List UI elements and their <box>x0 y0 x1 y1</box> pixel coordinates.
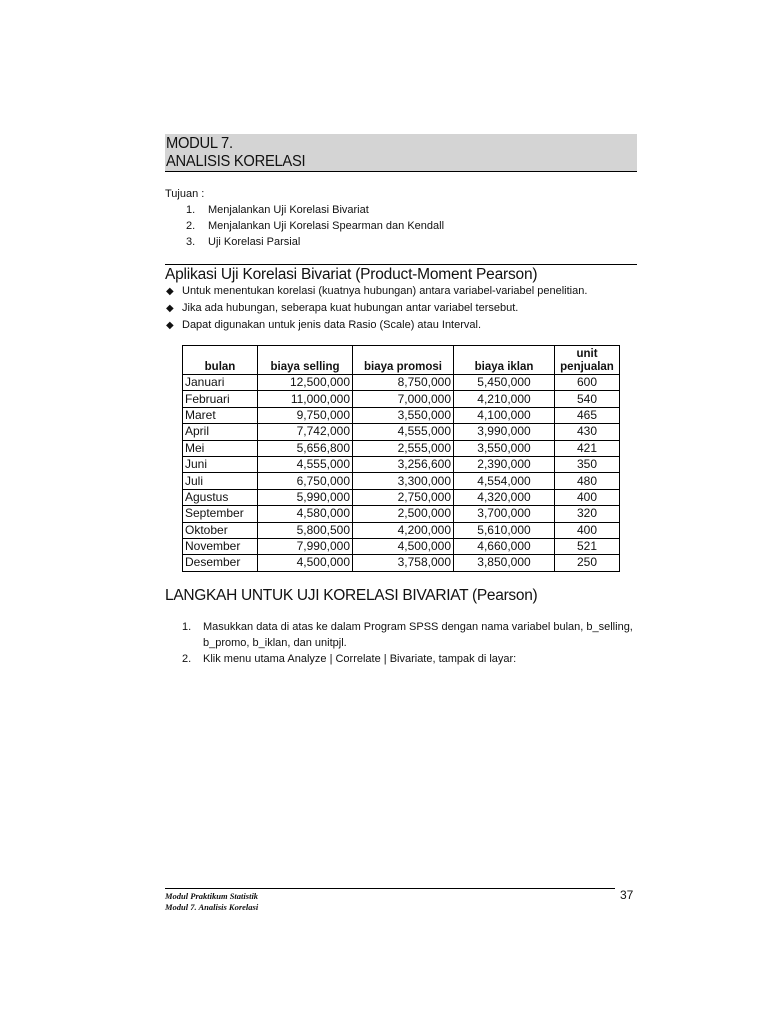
table-cell: 480 <box>555 473 620 489</box>
objective-text: Uji Korelasi Parsial <box>208 236 301 248</box>
header-bulan: bulan <box>183 346 258 375</box>
table-cell: 3,256,600 <box>353 456 454 472</box>
table-cell: 2,390,000 <box>454 456 555 472</box>
table-row <box>183 506 620 522</box>
step-text: Klik menu utama Analyze | Correlate | Bivariate, tampak di layar: <box>203 653 517 665</box>
table-body <box>183 375 620 572</box>
table-cell: 4,554,000 <box>454 473 555 489</box>
step-item <box>182 619 642 651</box>
table-cell: Juli <box>183 473 258 489</box>
table-cell: 4,500,000 <box>353 538 454 554</box>
objectives <box>165 186 444 250</box>
footer <box>165 891 258 913</box>
step-item <box>182 651 642 667</box>
table-cell: 9,750,000 <box>258 407 353 423</box>
table-cell: 400 <box>555 522 620 538</box>
table-cell: 12,500,000 <box>258 375 353 391</box>
table-cell: 3,550,000 <box>454 440 555 456</box>
table-header-row <box>183 346 620 375</box>
bullet-text: Dapat digunakan untuk jenis data Rasio (Scale) atau Interval. <box>182 319 482 331</box>
bullet-text: Jika ada hubungan, seberapa kuat hubungan antar variabel tersebut. <box>182 302 519 314</box>
table-cell: 5,656,800 <box>258 440 353 456</box>
table-cell: 2,555,000 <box>353 440 454 456</box>
table-cell: 5,990,000 <box>258 489 353 505</box>
table-cell: Maret <box>183 407 258 423</box>
table-row <box>183 555 620 571</box>
table-row <box>183 407 620 423</box>
table-cell: Juni <box>183 456 258 472</box>
table-cell: November <box>183 538 258 554</box>
table-cell: 5,450,000 <box>454 375 555 391</box>
table-cell: 3,300,000 <box>353 473 454 489</box>
header-biaya-promosi: biaya promosi <box>353 346 454 375</box>
objective-number: 1. <box>186 204 196 216</box>
table-row <box>183 391 620 407</box>
step-number: 2. <box>182 653 192 665</box>
diamond-bullet-icon: ◆ <box>166 320 174 331</box>
table-cell: Desember <box>183 555 258 571</box>
table-cell: 4,200,000 <box>353 522 454 538</box>
table-cell: April <box>183 424 258 440</box>
footer-line-1: Modul Praktikum Statistik <box>165 891 259 901</box>
table-cell: Oktober <box>183 522 258 538</box>
table-row <box>183 424 620 440</box>
module-title: ANALISIS KORELASI <box>166 153 306 170</box>
table-cell: 4,210,000 <box>454 391 555 407</box>
table-cell: 421 <box>555 440 620 456</box>
section-heading-steps: LANGKAH UNTUK UJI KORELASI BIVARIAT (Pearson) <box>165 587 538 604</box>
table-cell: 4,320,000 <box>454 489 555 505</box>
table-cell: 3,758,000 <box>353 555 454 571</box>
objective-text: Menjalankan Uji Korelasi Spearman dan Kendall <box>208 220 445 232</box>
table-row <box>183 473 620 489</box>
table-cell: 11,000,000 <box>258 391 353 407</box>
table-row <box>183 522 620 538</box>
table-cell: 5,610,000 <box>454 522 555 538</box>
objectives-list <box>165 202 444 250</box>
objective-item <box>165 218 444 234</box>
header-unit: unit <box>576 348 598 360</box>
table-cell: Mei <box>183 440 258 456</box>
table-cell: 7,000,000 <box>353 391 454 407</box>
module-title-box <box>165 134 637 172</box>
step-text: Masukkan data di atas ke dalam Program SPSS dengan nama variabel bulan, b_selling, b_promo, b_iklan, dan unitpjl. <box>203 621 633 649</box>
table-cell: 4,580,000 <box>258 506 353 522</box>
table-cell: 7,742,000 <box>258 424 353 440</box>
table-row <box>183 489 620 505</box>
table-cell: 320 <box>555 506 620 522</box>
steps-list <box>182 619 642 667</box>
table-cell: 521 <box>555 538 620 554</box>
table-row <box>183 375 620 391</box>
table-cell: 4,100,000 <box>454 407 555 423</box>
table-cell: 540 <box>555 391 620 407</box>
header-biaya-selling: biaya selling <box>258 346 353 375</box>
table-cell: 8,750,000 <box>353 375 454 391</box>
objective-item <box>165 234 444 250</box>
table-cell: 2,750,000 <box>353 489 454 505</box>
table-cell: 3,850,000 <box>454 555 555 571</box>
table-cell: 6,750,000 <box>258 473 353 489</box>
table-row <box>183 456 620 472</box>
step-number: 1. <box>182 621 192 633</box>
module-number: MODUL 7. <box>166 135 233 152</box>
table-cell: September <box>183 506 258 522</box>
objective-number: 3. <box>186 236 196 248</box>
table-cell: 7,990,000 <box>258 538 353 554</box>
table-cell: 400 <box>555 489 620 505</box>
table-row <box>183 538 620 554</box>
table-cell: Februari <box>183 391 258 407</box>
table-cell: 430 <box>555 424 620 440</box>
bullet-list <box>165 283 587 334</box>
page-number: 37 <box>620 888 634 902</box>
header-unit-penjualan <box>555 346 620 375</box>
diamond-bullet-icon: ◆ <box>166 303 174 314</box>
objective-text: Menjalankan Uji Korelasi Bivariat <box>208 204 369 216</box>
objective-number: 2. <box>186 220 196 232</box>
table-cell: 3,990,000 <box>454 424 555 440</box>
objective-item <box>165 202 444 218</box>
header-penjualan: penjualan <box>560 361 614 373</box>
table-cell: 3,700,000 <box>454 506 555 522</box>
table-cell: 350 <box>555 456 620 472</box>
bullet-item <box>165 300 587 317</box>
header-biaya-iklan: biaya iklan <box>454 346 555 375</box>
table-cell: 600 <box>555 375 620 391</box>
table-cell: 4,555,000 <box>258 456 353 472</box>
section-heading-application: Aplikasi Uji Korelasi Bivariat (Product-Moment Pearson) <box>165 264 637 284</box>
table-row <box>183 440 620 456</box>
table-cell: 5,800,500 <box>258 522 353 538</box>
table-cell: 4,500,000 <box>258 555 353 571</box>
bullet-item <box>165 283 587 300</box>
table-cell: 4,660,000 <box>454 538 555 554</box>
table-cell: 4,555,000 <box>353 424 454 440</box>
footer-divider <box>165 888 615 889</box>
table-cell: 465 <box>555 407 620 423</box>
table-cell: Agustus <box>183 489 258 505</box>
table-cell: 3,550,000 <box>353 407 454 423</box>
table-cell: Januari <box>183 375 258 391</box>
footer-line-2: Modul 7. Analisis Korelasi <box>165 902 259 912</box>
bullet-item <box>165 317 587 334</box>
sales-data-table <box>182 345 620 572</box>
table-cell: 250 <box>555 555 620 571</box>
table-cell: 2,500,000 <box>353 506 454 522</box>
objectives-label: Tujuan : <box>165 188 205 200</box>
bullet-text: Untuk menentukan korelasi (kuatnya hubungan) antara variabel-variabel penelitian. <box>182 285 588 297</box>
diamond-bullet-icon: ◆ <box>166 286 174 297</box>
